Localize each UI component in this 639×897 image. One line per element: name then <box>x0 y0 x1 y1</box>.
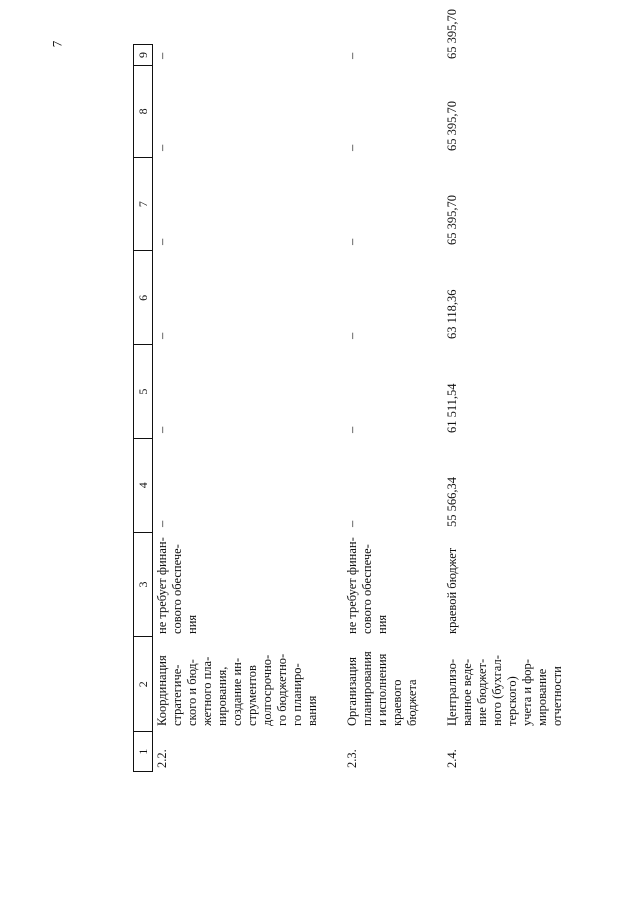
row-name <box>445 640 565 726</box>
row-source-line: ния <box>185 614 199 634</box>
row-number: 2.2. <box>155 749 169 768</box>
row-value-col9: 65 395,70 <box>445 9 459 59</box>
row-source <box>155 534 200 634</box>
header-col-3: 3 <box>134 532 152 637</box>
row-name-line: отчетности <box>550 666 564 726</box>
row-value-col4: – <box>155 520 169 527</box>
row-name-line: бюджета <box>405 679 419 726</box>
row-name-line: краевого <box>390 679 404 726</box>
row-source-line: ния <box>375 614 389 634</box>
row-name-line: жетного пла- <box>200 656 214 726</box>
row-source-line: не требует финан- <box>155 537 169 634</box>
row-value-col5: – <box>345 426 359 433</box>
row-name-line: создание ин- <box>230 657 244 726</box>
row-source-line: сового обеспече- <box>360 544 374 634</box>
row-value-col5: – <box>155 426 169 433</box>
row-value-col6: 63 118,36 <box>445 289 459 339</box>
row-value-col9: – <box>345 52 359 59</box>
row-value-col8: – <box>155 144 169 151</box>
row-name-line: терского) <box>505 676 519 726</box>
row-name-line: учета и фор- <box>520 659 534 726</box>
row-name-line: ского и бюд- <box>185 659 199 726</box>
row-value-col4: 55 566,34 <box>445 477 459 527</box>
header-col-7: 7 <box>134 157 152 251</box>
row-name <box>155 640 320 726</box>
row-name-line: планирования <box>360 651 374 726</box>
row-name-line: го планиро- <box>290 663 304 726</box>
row-source <box>445 534 460 634</box>
row-source-line: краевой бюджет <box>445 547 459 634</box>
row-value-col8: – <box>345 144 359 151</box>
row-name <box>345 640 420 726</box>
row-value-col7: – <box>155 238 169 245</box>
row-name-line: Координация <box>155 655 169 726</box>
row-name-line: Централизо- <box>445 659 459 726</box>
row-name-line: стратегиче- <box>170 664 184 726</box>
budget-table <box>133 9 633 772</box>
header-col-6: 6 <box>134 250 152 344</box>
row-name-line: и исполнения <box>375 653 389 726</box>
table-header <box>133 44 153 772</box>
header-col-4: 4 <box>134 438 152 532</box>
row-name-line: го бюджетно- <box>275 653 289 726</box>
row-value-col8: 65 395,70 <box>445 101 459 151</box>
row-number: 2.4. <box>445 749 459 768</box>
row-value-col7: – <box>345 238 359 245</box>
row-value-col7: 65 395,70 <box>445 195 459 245</box>
row-source-line: сового обеспече- <box>170 544 184 634</box>
header-col-1: 1 <box>134 731 152 771</box>
row-name-line: струментов <box>245 665 259 726</box>
header-col-2: 2 <box>134 636 152 731</box>
row-name-line: вания <box>305 695 319 726</box>
row-name-line: Организация <box>345 657 359 726</box>
row-value-col6: – <box>155 332 169 339</box>
page-number: 7 <box>49 40 65 48</box>
row-source-line: не требует финан- <box>345 537 359 634</box>
row-source <box>345 534 390 634</box>
row-name-line: нирования, <box>215 666 229 726</box>
row-name-line: долгосрочно- <box>260 654 274 726</box>
row-name-line: мирование <box>535 668 549 726</box>
row-value-col4: – <box>345 520 359 527</box>
row-value-col9: – <box>155 52 169 59</box>
row-value-col6: – <box>345 332 359 339</box>
row-name-line: ного (бухгал- <box>490 655 504 726</box>
row-number: 2.3. <box>345 749 359 768</box>
header-col-9: 9 <box>136 52 150 58</box>
header-col-8: 8 <box>134 65 152 157</box>
row-name-line: ванное веде- <box>460 658 474 726</box>
header-col-5: 5 <box>134 344 152 438</box>
row-name-line: ние бюджет- <box>475 658 489 726</box>
row-value-col5: 61 511,54 <box>445 383 459 433</box>
